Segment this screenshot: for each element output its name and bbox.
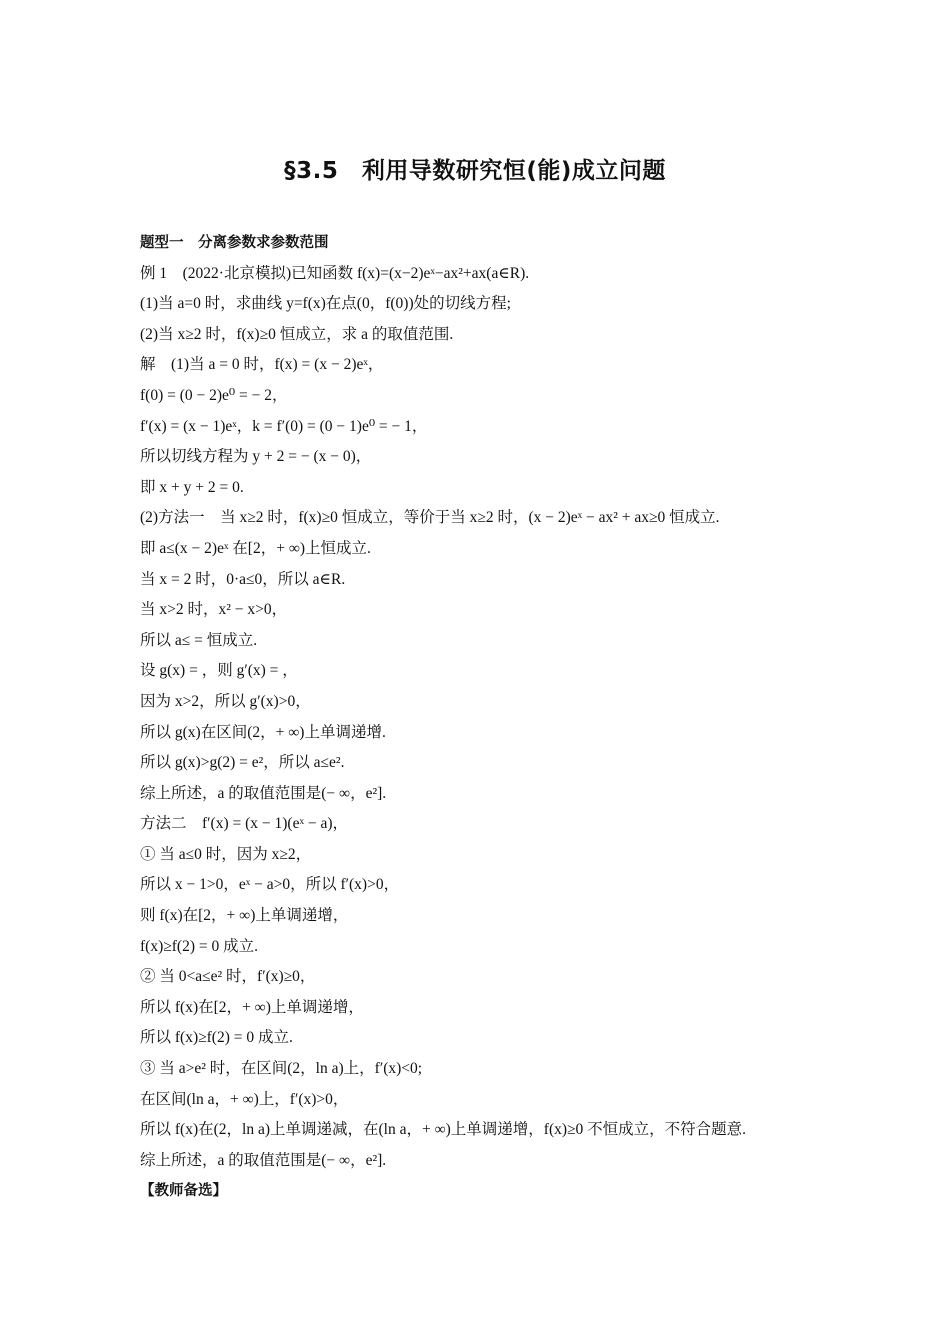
method-two-line: 方法二 f′(x) = (x − 1)(eˣ − a)， [140, 815, 348, 833]
solution-line: f(x)≥f(2) = 0 成立. [140, 937, 258, 955]
solution-line: f′(x) = (x − 1)eˣ，k = f′(0) = (0 − 1)e⁰ = − 1， [140, 417, 428, 435]
solution-line: 所以 a≤ = 恒成立. [140, 631, 258, 649]
solution-line: 在区间(ln a，+ ∞)上，f′(x)>0， [140, 1090, 349, 1108]
solution-line: 因为 x>2，所以 g′(x)>0， [140, 692, 311, 710]
solution-line: 设 g(x) = ，则 g′(x) = ， [140, 662, 298, 680]
solution-line: 所以 f(x)在(2，ln a)上单调递减，在(ln a，+ ∞)上单调递增，f(x)≥0 不恒成立，不符合题意. [140, 1121, 747, 1139]
question-part-2: (2)当 x≥2 时，f(x)≥0 恒成立，求 a 的取值范围. [140, 325, 454, 343]
solution-line: 所以 g(x)>g(2) = e²，所以 a≤e². [140, 754, 345, 772]
solution-line: ① 当 a≤0 时，因为 x≥2， [140, 845, 312, 863]
solution-line: 解 (1)当 a = 0 时，f(x) = (x − 2)eˣ， [140, 356, 384, 374]
solution-line: 所以 g(x)在区间(2，+ ∞)上单调递增. [140, 723, 386, 741]
solution-line: ② 当 0<a≤e² 时，f′(x)≥0， [140, 968, 316, 986]
solution-line: ③ 当 a>e² 时，在区间(2，ln a)上，f′(x)<0; [140, 1060, 423, 1078]
question-part-1: (1)当 a=0 时，求曲线 y=f(x)在点(0，f(0))处的切线方程; [140, 295, 511, 313]
solution-line: 则 f(x)在[2，+ ∞)上单调递增， [140, 907, 349, 925]
solution-line: 综上所述，a 的取值范围是(− ∞，e²]. [140, 784, 387, 802]
solution-line: f(0) = (0 − 2)e⁰ = − 2， [140, 386, 288, 404]
page-title: §3.5 利用导数研究恒(能)成立问题 [284, 158, 666, 184]
solution-line: 所以 x − 1>0，eˣ − a>0，所以 f′(x)>0， [140, 876, 400, 894]
solution-line: 所以 f(x)≥f(2) = 0 成立. [140, 1029, 293, 1047]
solution-line: 所以切线方程为 y + 2 = − (x − 0)， [140, 448, 372, 466]
teacher-selection-heading: 【教师备选】 [140, 1183, 227, 1200]
document-body [140, 228, 840, 1207]
method-one-line: (2)方法一 当 x≥2 时，f(x)≥0 恒成立，等价于当 x≥2 时，(x − 2)eˣ − ax² + ax≥0 恒成立. [140, 509, 720, 527]
solution-line: 当 x = 2 时，0·a≤0，所以 a∈R. [140, 570, 346, 588]
solution-line: 综上所述，a 的取值范围是(− ∞，e²]. [140, 1151, 387, 1169]
solution-line: 即 a≤(x − 2)eˣ 在[2，+ ∞)上恒成立. [140, 539, 371, 557]
solution-line: 当 x>2 时，x² − x>0， [140, 601, 288, 619]
solution-line: 所以 f(x)在[2，+ ∞)上单调递增， [140, 998, 364, 1016]
section-heading: 题型一 分离参数求参数范围 [140, 235, 329, 251]
solution-line: 即 x + y + 2 = 0. [140, 478, 244, 496]
example-statement: 例 1 (2022·北京模拟)已知函数 f(x)=(x−2)eˣ−ax²+ax(a∈R). [140, 264, 530, 282]
